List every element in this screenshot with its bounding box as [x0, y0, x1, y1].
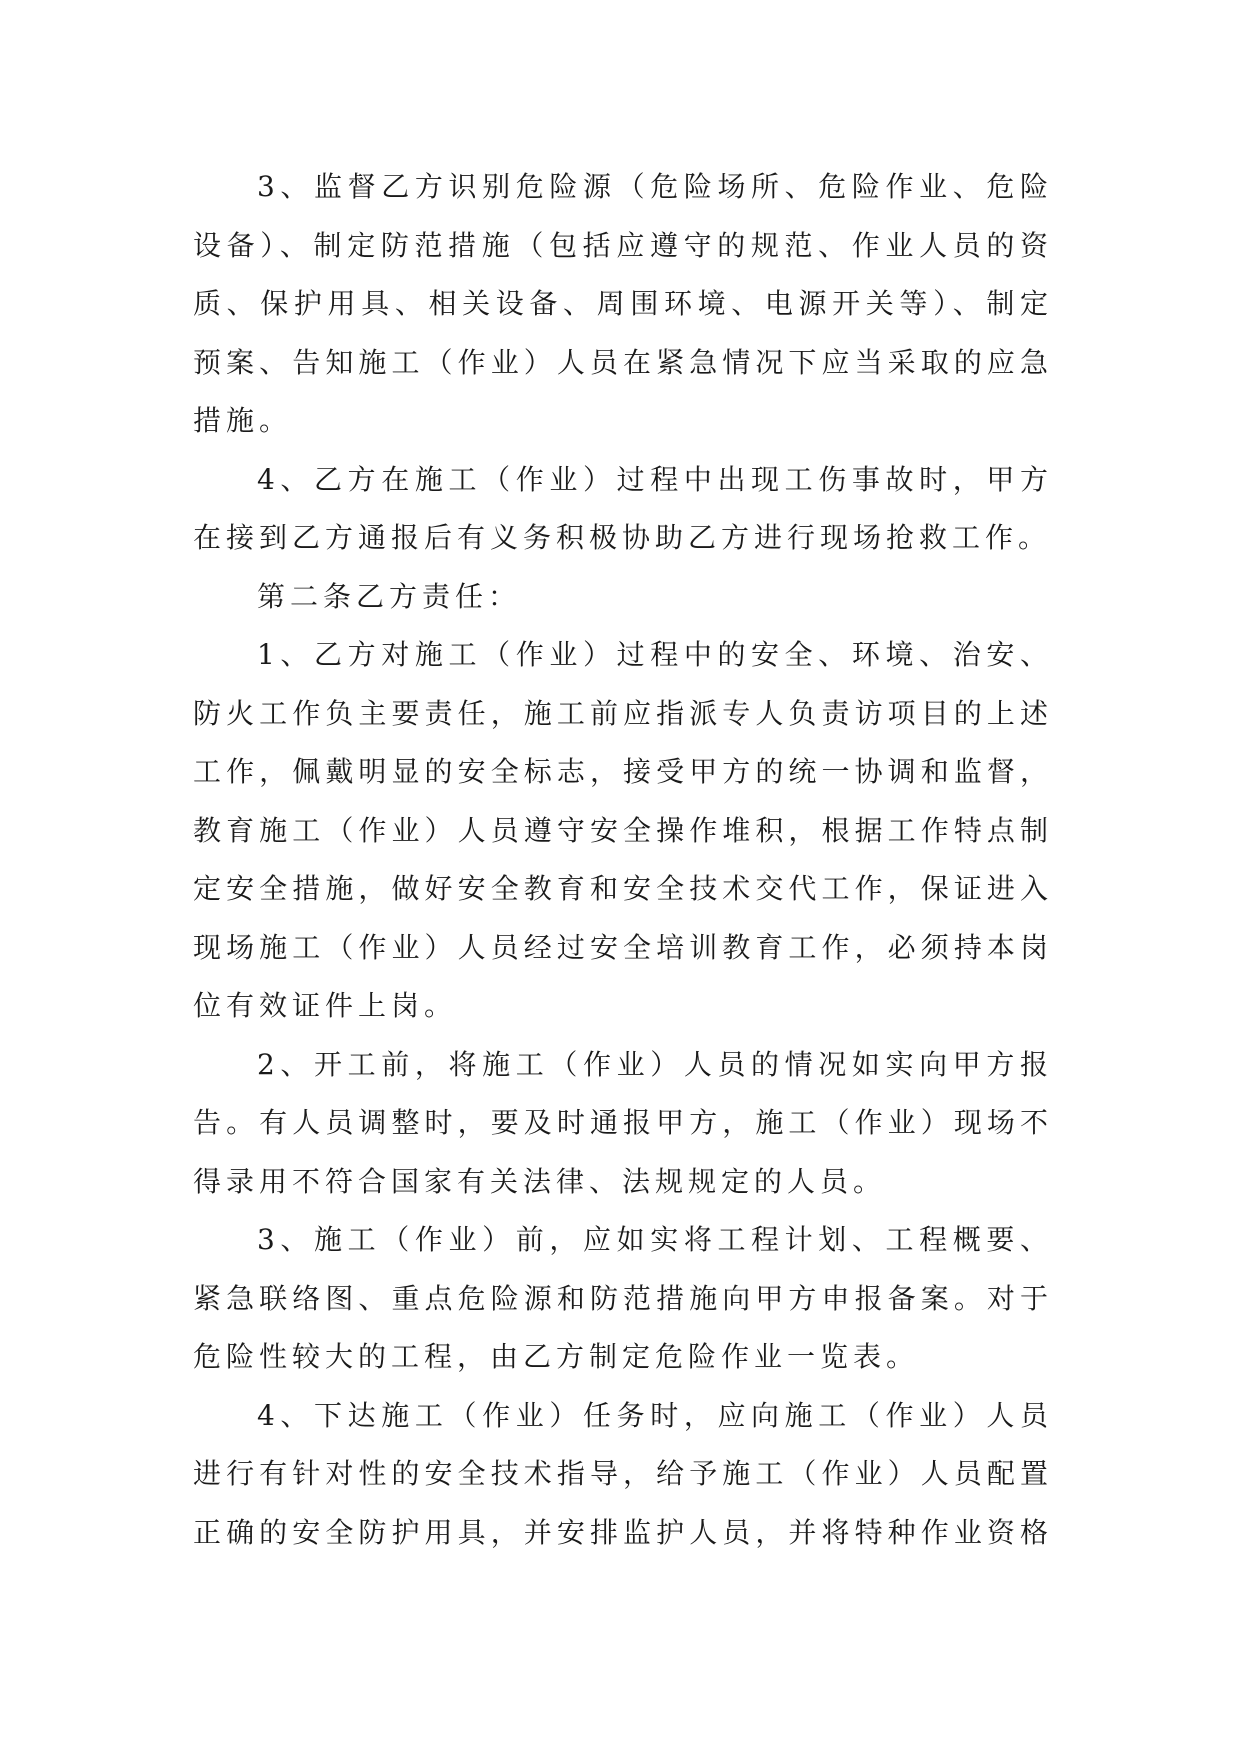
text-line: 设备）、制定防范措施（包括应遵守的规范、作业人员的资 [193, 228, 1053, 262]
document-body [193, 158, 1053, 1562]
text-line: 措施。 [193, 404, 293, 437]
text-line: 正确的安全防护用具，并安排监护人员，并将特种作业资格 [193, 1515, 1053, 1549]
text-line: 在接到乙方通报后有义务积极协助乙方进行现场抢救工作。 [193, 521, 1052, 554]
text-line: 第二条乙方责任： [257, 579, 522, 613]
text-line: 告。有人员调整时，要及时通报甲方，施工（作业）现场不 [193, 1106, 1053, 1139]
text-line: 定安全措施，做好安全教育和安全技术交代工作，保证进入 [193, 872, 1053, 905]
text-line: 危险性较大的工程，由乙方制定危险作业一览表。 [193, 1340, 920, 1373]
text-line: 位有效证件上岗。 [193, 989, 458, 1022]
text-line: 4、乙方在施工（作业）过程中出现工伤事故时，甲方 [257, 462, 1053, 496]
text-line: 紧急联络图、重点危险源和防范措施向甲方申报备案。对于 [193, 1281, 1053, 1315]
text-line: 3、监督乙方识别危险源（危险场所、危险作业、危险 [257, 170, 1053, 203]
text-line: 防火工作负主要责任，施工前应指派专人负责访项目的上述 [193, 696, 1053, 730]
text-line: 4、下达施工（作业）任务时，应向施工（作业）人员 [257, 1398, 1053, 1432]
text-line: 工作，佩戴明显的安全标志，接受甲方的统一协调和监督， [193, 755, 1053, 788]
text-line: 教育施工（作业）人员遵守安全操作堆积，根据工作特点制 [193, 813, 1053, 847]
text-line: 进行有针对性的安全技术指导，给予施工（作业）人员配置 [193, 1457, 1053, 1490]
text-line: 预案、告知施工（作业）人员在紧急情况下应当采取的应急 [193, 345, 1053, 379]
text-line: 现场施工（作业）人员经过安全培训教育工作，必须持本岗 [193, 930, 1053, 964]
text-line: 1、乙方对施工（作业）过程中的安全、环境、治安、 [257, 638, 1053, 671]
text-line: 3、施工（作业）前，应如实将工程计划、工程概要、 [257, 1223, 1053, 1256]
text-line: 2、开工前，将施工（作业）人员的情况如实向甲方报 [257, 1047, 1053, 1081]
text-line: 质、保护用具、相关设备、周围环境、电源开关等）、制定 [193, 287, 1053, 320]
text-line: 得录用不符合国家有关法律、法规规定的人员。 [193, 1164, 887, 1198]
